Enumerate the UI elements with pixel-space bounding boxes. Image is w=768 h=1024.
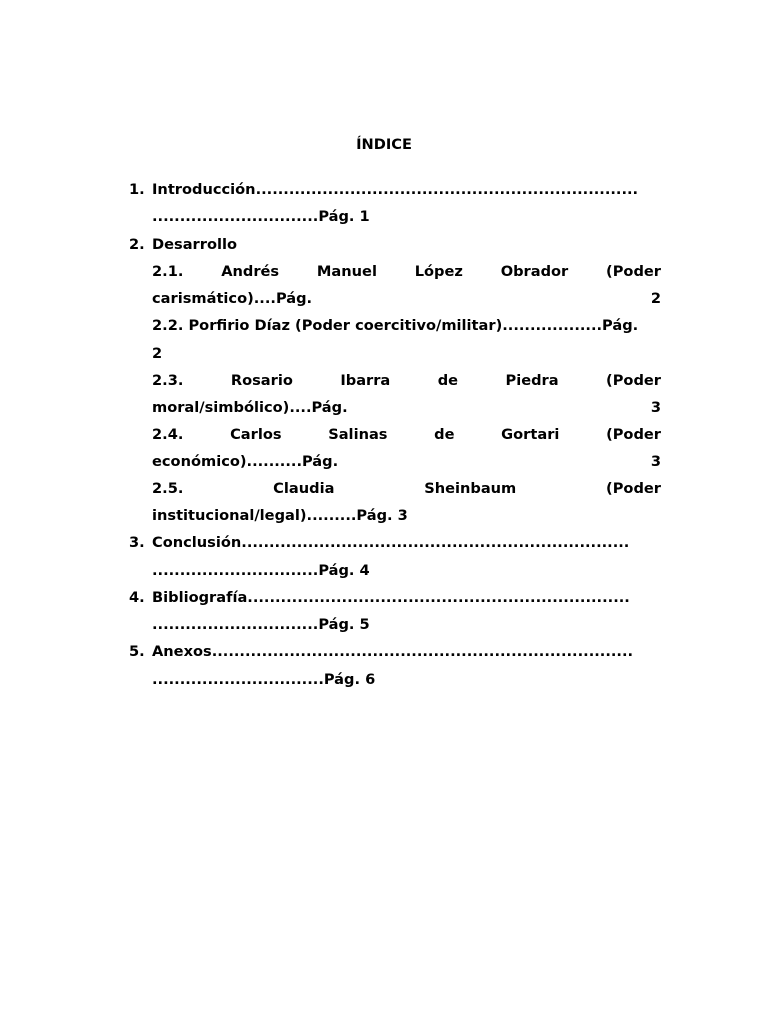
toc-page-number: 2 — [152, 345, 163, 362]
toc-number: 3. — [129, 534, 145, 551]
toc-entry-text: carismático)....Pág. — [152, 290, 313, 307]
toc-subentry-page-line — [152, 398, 661, 418]
toc-entry-text: económico)..........Pág. — [152, 453, 339, 470]
word: (Poder — [606, 372, 661, 389]
toc-entry-text: moral/simbólico)....Pág. — [152, 399, 348, 416]
toc-entry-text: Anexos............................................................................ — [152, 643, 634, 660]
toc-page-number: 2 — [650, 290, 661, 307]
toc-subentry-line — [152, 262, 661, 282]
toc-number: 5. — [129, 643, 145, 660]
word: de — [434, 426, 455, 443]
word: (Poder — [606, 426, 661, 443]
toc-subentry-line — [152, 371, 661, 391]
word: Salinas — [328, 426, 388, 443]
word: Obrador — [500, 263, 569, 280]
word: Gortari — [501, 426, 560, 443]
word: Rosario — [230, 372, 293, 389]
word: Andrés — [221, 263, 280, 280]
toc-subentry-page-line — [152, 289, 661, 309]
toc-entry-page: ...............................Pág. 6 — [152, 671, 376, 688]
toc-page-number: 3 — [650, 399, 661, 416]
word: Claudia — [273, 480, 335, 497]
word: 2.5. — [152, 480, 184, 497]
word: Manuel — [316, 263, 377, 280]
toc-entry-text: Desarrollo — [152, 236, 237, 253]
toc-number: 4. — [129, 589, 145, 606]
word: Ibarra — [340, 372, 391, 389]
word: López — [414, 263, 463, 280]
toc-number: 2. — [129, 236, 145, 253]
toc-number: 1. — [129, 181, 145, 198]
toc-entry-page: ..............................Pág. 4 — [152, 562, 370, 579]
toc-subentry-line — [152, 425, 661, 445]
toc-entry-page: ..............................Pág. 1 — [152, 208, 370, 225]
toc-subentry-page-line — [152, 452, 661, 472]
toc-entry-page: ..............................Pág. 5 — [152, 616, 370, 633]
toc-subentry-line — [152, 479, 661, 499]
word: (Poder — [606, 263, 661, 280]
toc-entry-text: Introducción..................................................................... — [152, 181, 639, 198]
index-title: ÍNDICE — [356, 136, 412, 153]
toc-page-number: 3 — [650, 453, 661, 470]
toc-entry-text: Bibliografía..................................................................... — [152, 589, 630, 606]
word: 2.1. — [152, 263, 184, 280]
word: 2.4. — [152, 426, 184, 443]
word: Sheinbaum — [424, 480, 517, 497]
word: de — [437, 372, 459, 389]
word: Piedra — [505, 372, 559, 389]
toc-entry-text: institucional/legal).........Pág. 3 — [152, 507, 408, 524]
toc-entry-text: Conclusión...................................................................... — [152, 534, 630, 551]
word: Carlos — [230, 426, 282, 443]
toc-entry-text: 2.2. Porfirio Díaz (Poder coercitivo/militar)..................Pág. — [152, 317, 639, 334]
word: (Poder — [606, 480, 661, 497]
word: 2.3. — [152, 372, 184, 389]
